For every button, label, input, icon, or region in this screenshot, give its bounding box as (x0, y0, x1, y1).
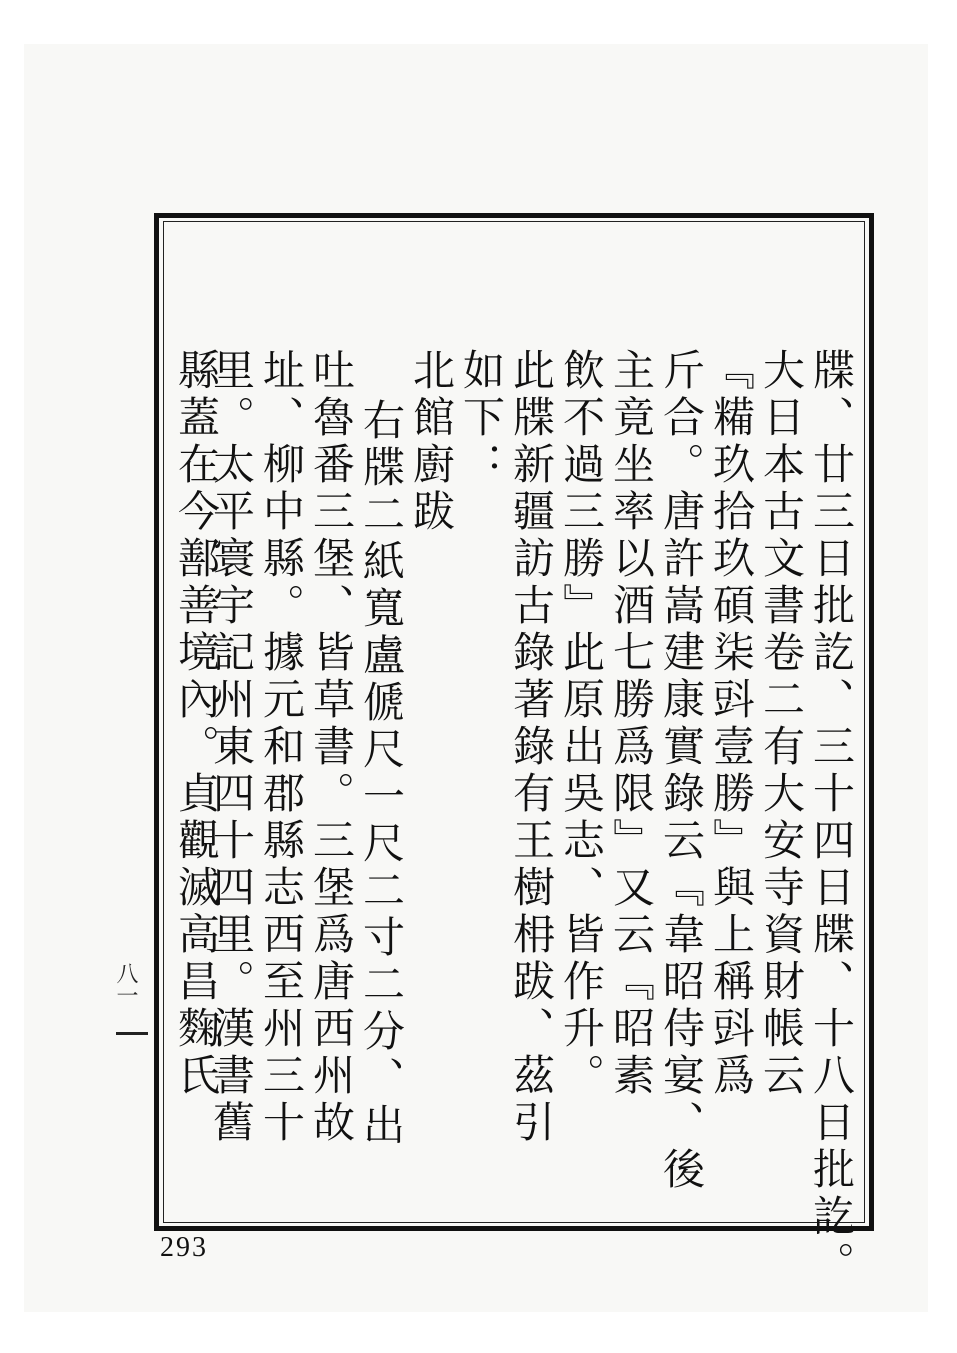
text-column-2: 大日本古文書卷二有大安寺資財帳云 (757, 348, 806, 1100)
quoted-title: 北館廚跋 (407, 348, 456, 536)
text-column-7: 此牒新疆訪古錄著錄有王樹枏跋、茲引 (507, 348, 556, 1147)
text-column-12: 址、柳中縣。據元和郡縣志西至州三十 (257, 348, 306, 1147)
text-column-1: 牒、廿三日批訖、三十四日牒、十八日批訖。 (807, 348, 856, 1288)
text-column-14: 縣蓋在今鄯善境內。貞觀滅高昌麴氏 (172, 348, 221, 1100)
text-column-4: 斤合。唐許嵩建康實錄云『韋昭侍宴、後 (657, 348, 706, 1194)
text-column-10: 右牒二紙寬盧傂尺一尺二寸二分、出 (357, 398, 406, 1150)
text-column-11: 吐魯番三堡、皆草書。三堡爲唐西州故 (307, 348, 356, 1147)
text-column-3: 『糒玖拾玖碩柒㪷壹勝』與上稱㪷爲 (707, 348, 756, 1100)
page-number: 293 (160, 1232, 208, 1263)
text-column-6: 飲不過三勝』此原出吳志、皆作升。 (557, 348, 606, 1100)
text-column-8: 如下： (457, 348, 506, 489)
text-column-5: 主竟坐率以酒七勝爲限』又云『昭素 (607, 348, 656, 1100)
folio-mark: 八一 (113, 962, 138, 1006)
text-column-13: 里。太平寰宇記州東四十四里。漢書舊 (207, 348, 256, 1147)
folio-rule (116, 1032, 148, 1035)
